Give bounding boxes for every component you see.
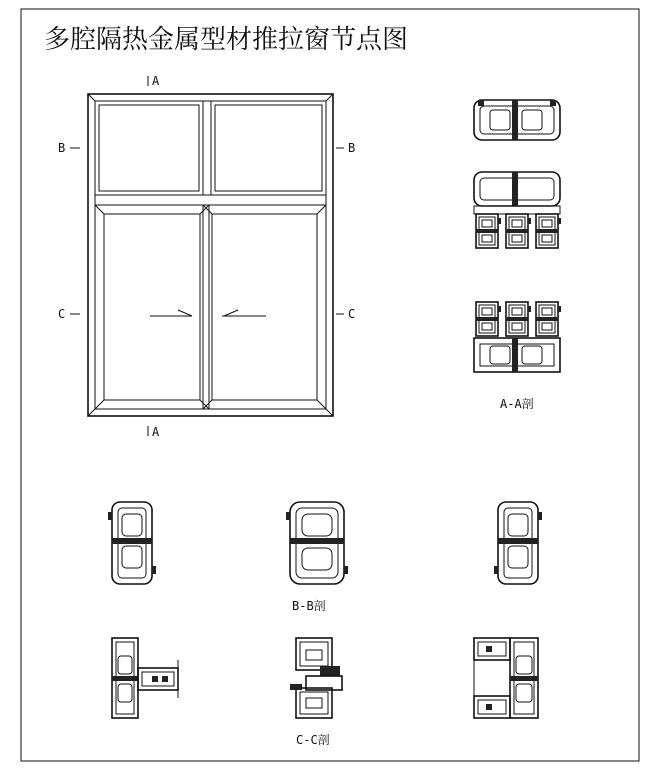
section-aa-sill	[474, 302, 561, 372]
section-aa-caption: A-A剖	[500, 397, 534, 411]
section-marker-b-left	[58, 141, 80, 155]
svg-text:A: A	[152, 74, 160, 88]
section-bb-caption: B-B剖	[292, 599, 326, 613]
svg-text:B: B	[58, 141, 66, 155]
section-marker-c-left	[58, 307, 80, 321]
section-bb-left-jamb	[108, 502, 156, 584]
svg-text:A: A	[152, 425, 160, 439]
svg-text:C: C	[58, 307, 66, 321]
section-marker-a-top	[148, 74, 160, 88]
section-marker-c-right	[336, 307, 355, 321]
section-bb-mullion	[286, 502, 348, 584]
section-aa-transom	[474, 172, 561, 248]
section-aa-head-frame	[474, 100, 560, 140]
section-cc-caption: C-C剖	[296, 733, 330, 747]
slide-arrow-left-sash	[150, 310, 192, 316]
section-cc-right-jamb	[474, 638, 538, 718]
section-marker-a-bottom	[148, 425, 160, 439]
svg-text:B: B	[348, 141, 356, 155]
sheet-border	[21, 9, 639, 761]
section-cc-interlock	[290, 638, 342, 718]
sheet-title: 多腔隔热金属型材推拉窗节点图	[44, 25, 409, 55]
section-marker-b-right	[336, 141, 355, 155]
window-elevation	[88, 94, 333, 416]
svg-text:C: C	[348, 307, 356, 321]
slide-arrow-right-sash	[222, 310, 266, 316]
section-cc-left-jamb	[112, 638, 178, 718]
section-bb-right-jamb	[494, 502, 542, 584]
